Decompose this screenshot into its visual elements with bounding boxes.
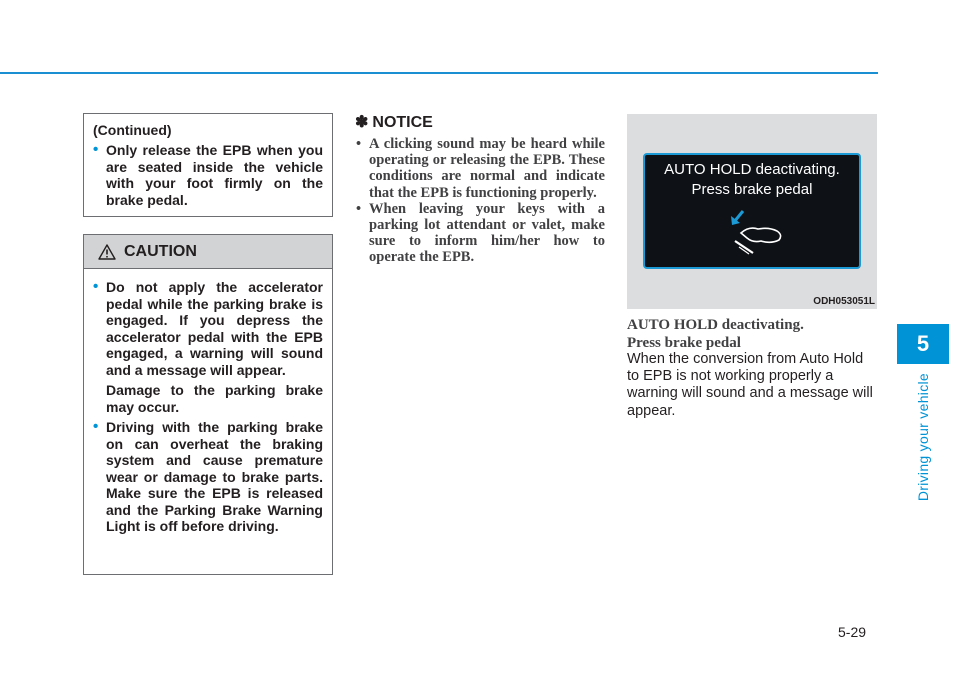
caution-header [84, 235, 332, 269]
continued-title: (Continued) [93, 122, 172, 138]
section-body: When the conversion from Auto Hold to EPB is not working properly a warning will sound and a message will appear. [627, 351, 873, 419]
caution-sub-paragraph: Damage to the parking brake may occur. [106, 382, 323, 415]
caution-bullet-1: • Do not apply the accelerator pedal while the parking brake is engaged. If you depress the accelerator pedal with the EPB engaged, a warning will sound and a message will appear. [93, 279, 323, 378]
notice-bullet-2: • When leaving your keys with a parking lot attendant or valet, make sure to inform him/her how to operate the EPB. [355, 201, 605, 266]
cluster-display [643, 153, 861, 269]
chapter-tab [897, 324, 949, 364]
cluster-message-figure [627, 114, 877, 309]
continued-bullet: • Only release the EPB when you are seated inside the vehicle with your foot firmly on the brake pedal. [93, 142, 323, 208]
caution-body [84, 269, 332, 535]
caution-title: CAUTION [124, 242, 197, 260]
notice-list [355, 136, 605, 266]
notice-heading [355, 113, 605, 133]
notice-symbol-icon: ✽ [355, 114, 369, 131]
section-heading-line-1: AUTO HOLD deactivating. [627, 317, 804, 333]
display-message-line-2: Press brake pedal [691, 181, 813, 198]
notice-title: NOTICE [372, 114, 433, 131]
notice-bullet-1: • A clicking sound may be heard while operating or releasing the EPB. These conditions are normal and indicate that the EPB is functioning properly. [355, 136, 605, 201]
chapter-label [897, 372, 949, 502]
section-heading [627, 316, 877, 352]
header-rule [0, 72, 878, 74]
caution-list-2 [93, 419, 323, 535]
figure-code: ODH053051L [813, 296, 875, 307]
caution-box [83, 234, 333, 575]
chapter-title: Driving your vehicle [915, 372, 931, 502]
caution-bullet-2: • Driving with the parking brake on can overheat the braking system and cause premature wear or damage to brake parts. Make sure the EPB is released and the Parking Brake Warning Light is off before driving. [93, 419, 323, 535]
warning-triangle-icon [98, 244, 116, 260]
continued-list [93, 142, 323, 208]
brake-pedal-icon [725, 207, 787, 263]
section-heading-line-2: Press brake pedal [627, 335, 741, 351]
chapter-number: 5 [916, 331, 930, 356]
caution-list [93, 279, 323, 378]
notice-section [355, 113, 605, 266]
page-number: 5-29 [838, 624, 867, 640]
continued-box [83, 113, 333, 217]
display-message-line-1: AUTO HOLD deactivating. [664, 161, 840, 178]
